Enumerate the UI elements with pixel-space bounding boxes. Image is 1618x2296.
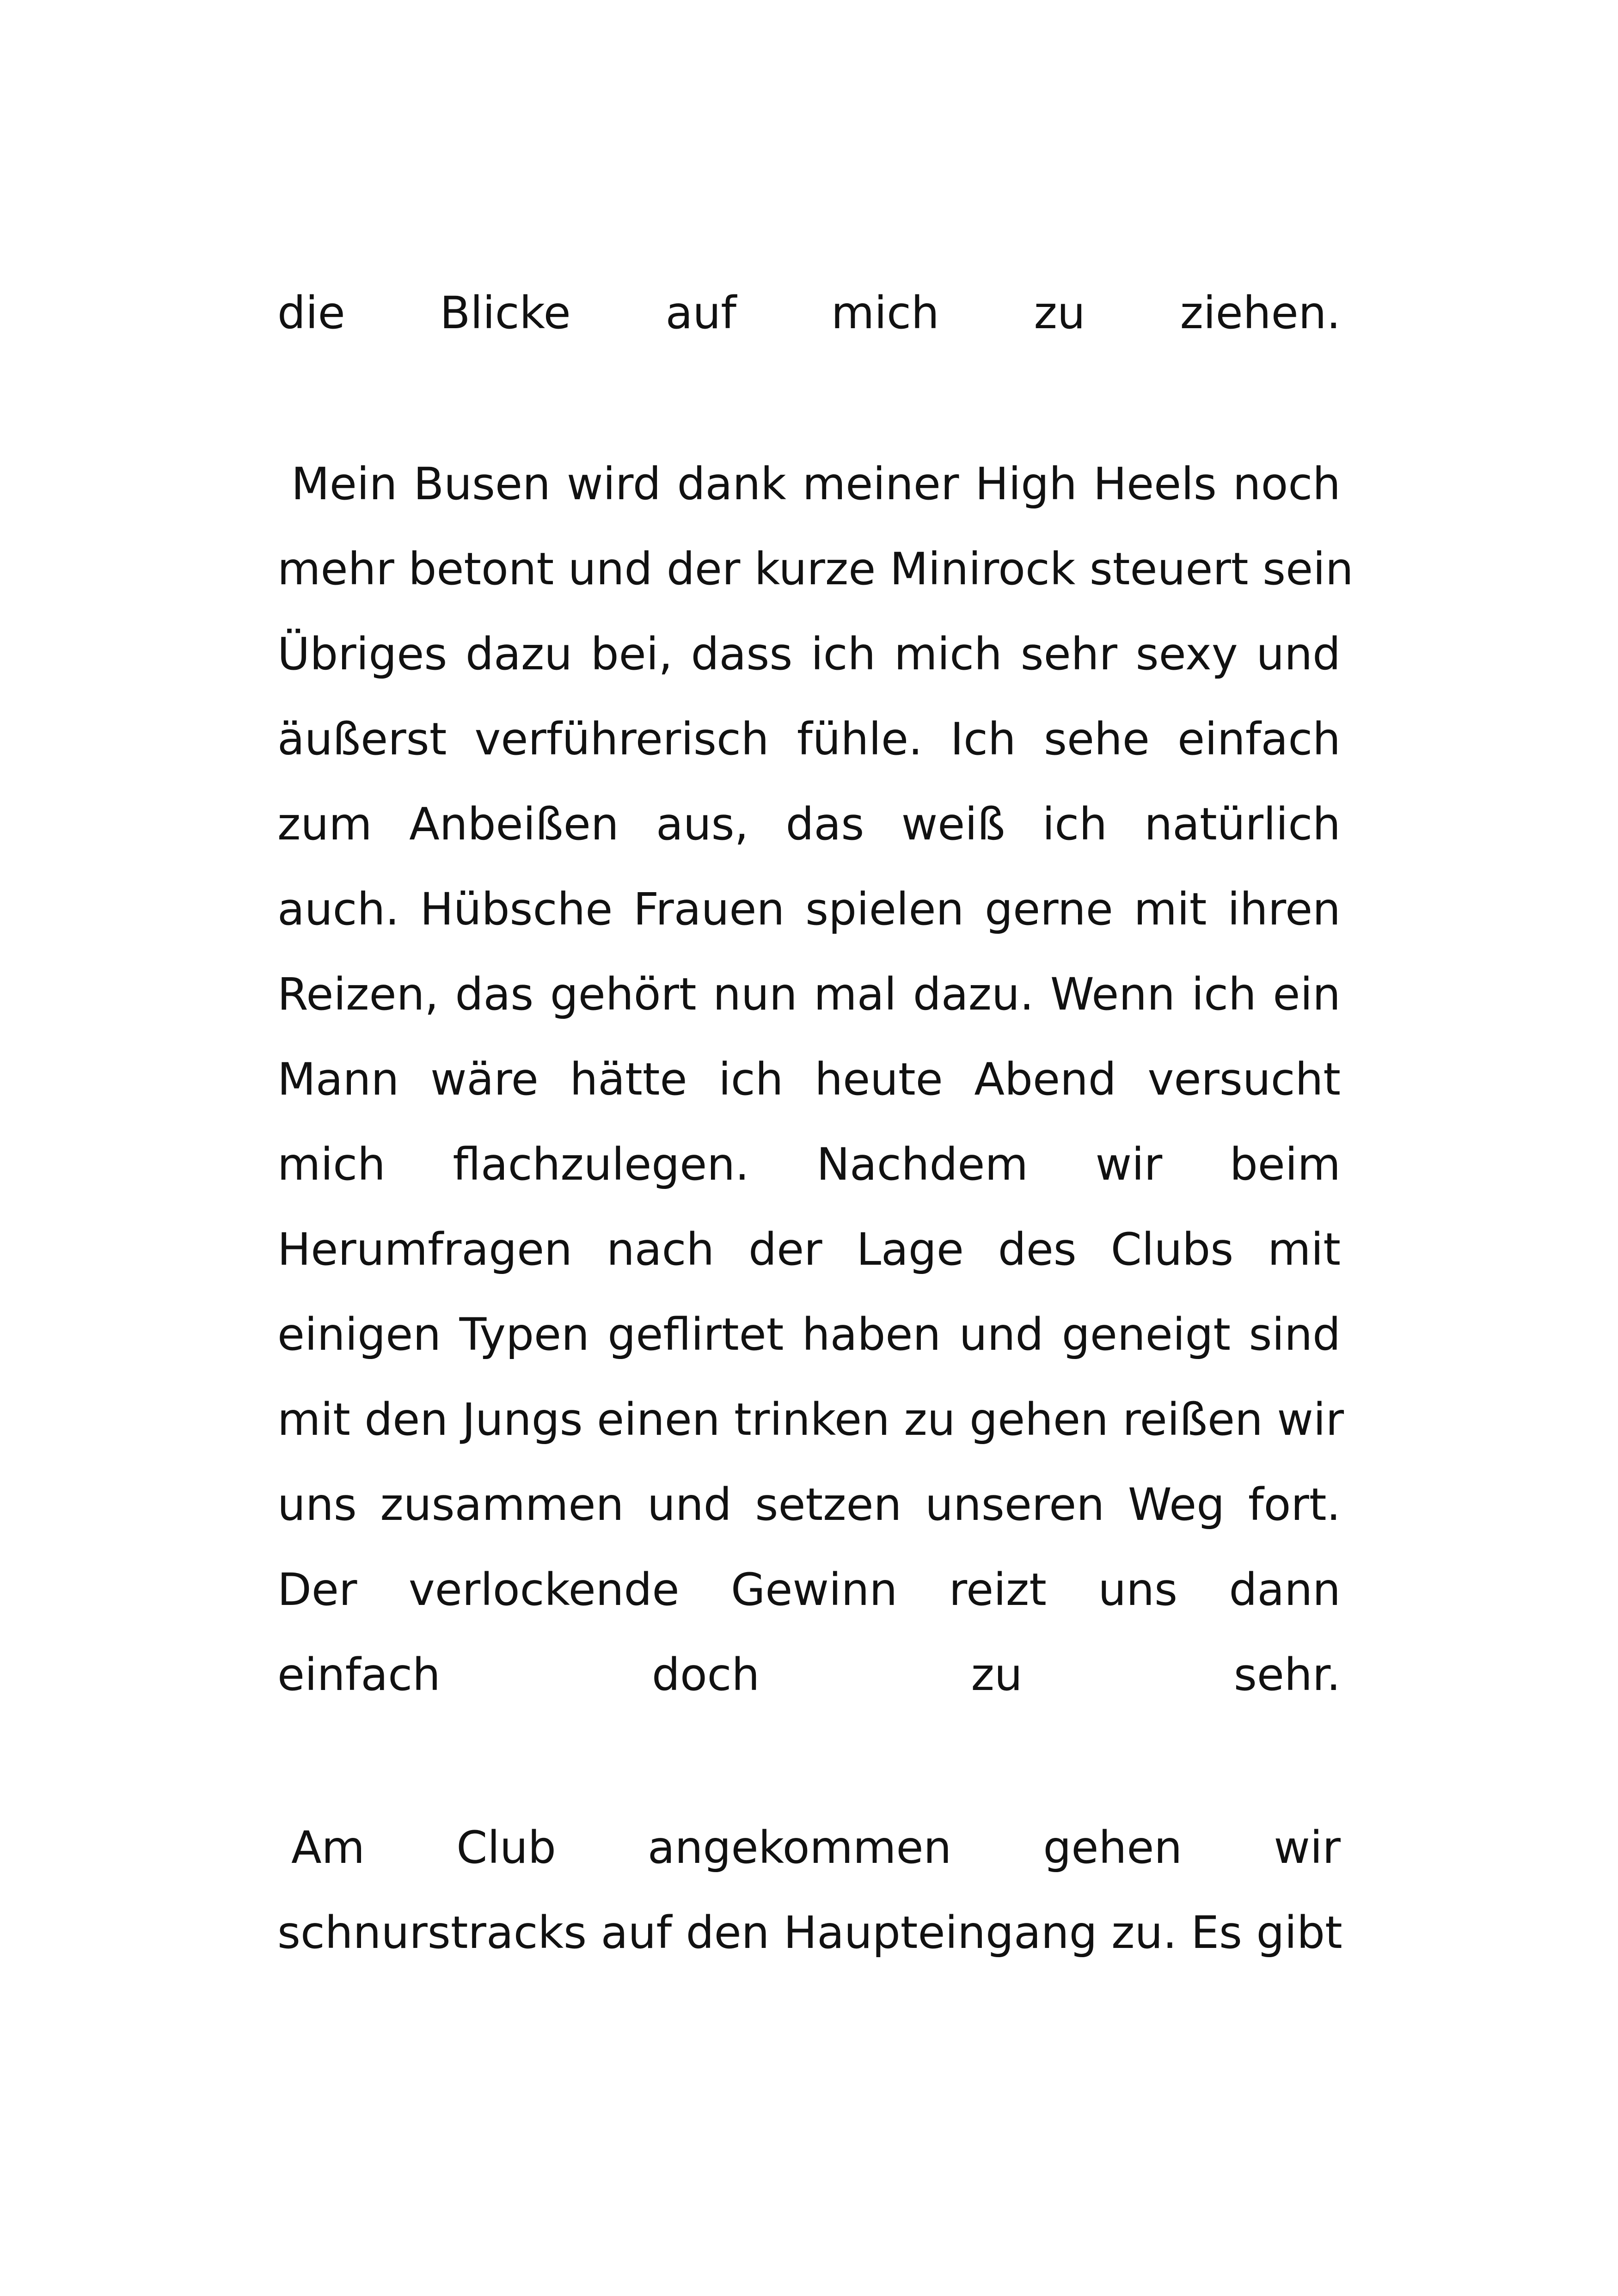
- text-line: Mein Busen wird dank meiner High Heels noch: [291, 458, 1341, 510]
- text-line: die Blicke auf mich zu ziehen.: [277, 287, 1341, 339]
- text-line: Übriges dazu bei, dass ich mich sehr sexy und: [277, 628, 1341, 680]
- text-line: Der verlockende Gewinn reizt uns dann: [277, 1564, 1341, 1616]
- text-line: Mann wäre hätte ich heute Abend versucht: [277, 1053, 1341, 1105]
- text-line: zum Anbeißen aus, das weiß ich natürlich: [277, 798, 1341, 850]
- text-line: äußerst verführerisch fühle. Ich sehe einfach: [277, 713, 1341, 765]
- text-line: uns zusammen und setzen unseren Weg fort.: [277, 1479, 1341, 1531]
- text-line: Reizen, das gehört nun mal dazu. Wenn ich ein: [277, 968, 1341, 1020]
- paragraph-1: [277, 270, 1341, 355]
- text-line: mehr betont und der kurze Minirock steuert sein: [277, 543, 1354, 595]
- text-line: Am Club angekommen gehen wir: [291, 1822, 1341, 1874]
- text-line: einfach doch zu sehr.: [277, 1649, 1341, 1701]
- text-line: einigen Typen geflirtet haben und geneigt sind: [277, 1309, 1341, 1360]
- text-line: mich flachzulegen. Nachdem wir beim: [277, 1139, 1341, 1190]
- text-line: Herumfragen nach der Lage des Clubs mit: [277, 1224, 1341, 1275]
- text-line: mit den Jungs einen trinken zu gehen reißen wir: [277, 1394, 1344, 1445]
- paragraph-2: [277, 441, 1354, 1717]
- text-line: schnurstracks auf den Haupteingang zu. Es gibt: [277, 1907, 1342, 1959]
- text-line: auch. Hübsche Frauen spielen gerne mit ihren: [277, 883, 1341, 935]
- paragraph-3: [277, 1805, 1341, 1975]
